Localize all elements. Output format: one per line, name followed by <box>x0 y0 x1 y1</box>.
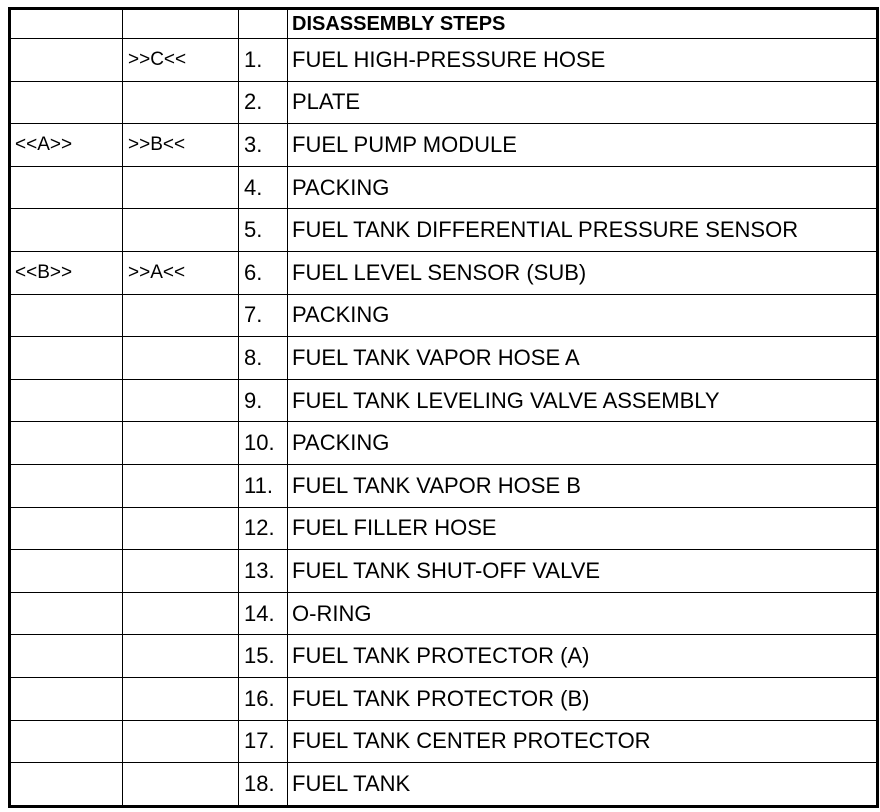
table-row <box>10 763 878 807</box>
removal-ref-cell <box>10 81 123 124</box>
removal-ref-cell <box>10 166 123 209</box>
removal-ref-cell <box>10 677 123 720</box>
installation-ref-cell <box>123 677 239 720</box>
disassembly-steps-table <box>8 7 879 808</box>
header-cell-ref1 <box>10 9 123 39</box>
installation-ref-cell <box>123 592 239 635</box>
step-number: 3. <box>239 124 288 167</box>
removal-ref-cell: <<B>> <box>10 251 123 294</box>
step-number: 1. <box>239 39 288 82</box>
step-number: 13. <box>239 550 288 593</box>
removal-ref-cell <box>10 464 123 507</box>
table-row <box>10 337 878 380</box>
table-row <box>10 251 878 294</box>
installation-ref-cell <box>123 209 239 252</box>
step-number: 16. <box>239 677 288 720</box>
step-description: FUEL TANK CENTER PROTECTOR <box>288 720 878 763</box>
installation-ref-cell <box>123 763 239 807</box>
step-number: 10. <box>239 422 288 465</box>
table-row <box>10 39 878 82</box>
header-cell-num <box>239 9 288 39</box>
table-row <box>10 720 878 763</box>
step-description: FUEL TANK <box>288 763 878 807</box>
removal-ref-cell <box>10 720 123 763</box>
table-row <box>10 635 878 678</box>
installation-ref-cell <box>123 337 239 380</box>
removal-ref-cell <box>10 39 123 82</box>
step-description: FUEL TANK VAPOR HOSE B <box>288 464 878 507</box>
step-description: FUEL TANK PROTECTOR (A) <box>288 635 878 678</box>
header-cell-ref2 <box>123 9 239 39</box>
removal-ref-cell <box>10 550 123 593</box>
step-number: 9. <box>239 379 288 422</box>
step-description: FUEL TANK LEVELING VALVE ASSEMBLY <box>288 379 878 422</box>
step-description: FUEL LEVEL SENSOR (SUB) <box>288 251 878 294</box>
table-row <box>10 592 878 635</box>
step-description: FUEL TANK SHUT-OFF VALVE <box>288 550 878 593</box>
removal-ref-cell <box>10 422 123 465</box>
step-number: 15. <box>239 635 288 678</box>
table-row <box>10 677 878 720</box>
removal-ref-cell <box>10 294 123 337</box>
installation-ref-cell <box>123 81 239 124</box>
step-description: FUEL TANK DIFFERENTIAL PRESSURE SENSOR <box>288 209 878 252</box>
table-row <box>10 81 878 124</box>
removal-ref-cell <box>10 379 123 422</box>
step-number: 2. <box>239 81 288 124</box>
table-row <box>10 166 878 209</box>
removal-ref-cell <box>10 635 123 678</box>
installation-ref-cell <box>123 507 239 550</box>
header-title: DISASSEMBLY STEPS <box>288 9 878 39</box>
step-number: 7. <box>239 294 288 337</box>
step-description: FUEL FILLER HOSE <box>288 507 878 550</box>
table-body <box>10 9 878 807</box>
step-number: 6. <box>239 251 288 294</box>
removal-ref-cell <box>10 209 123 252</box>
table-row <box>10 379 878 422</box>
step-number: 4. <box>239 166 288 209</box>
installation-ref-cell: >>A<< <box>123 251 239 294</box>
step-description: FUEL HIGH-PRESSURE HOSE <box>288 39 878 82</box>
step-description: FUEL PUMP MODULE <box>288 124 878 167</box>
removal-ref-cell: <<A>> <box>10 124 123 167</box>
installation-ref-cell <box>123 550 239 593</box>
table-row <box>10 550 878 593</box>
step-description: PACKING <box>288 166 878 209</box>
table-row <box>10 422 878 465</box>
step-number: 12. <box>239 507 288 550</box>
removal-ref-cell <box>10 507 123 550</box>
step-description: PLATE <box>288 81 878 124</box>
step-number: 11. <box>239 464 288 507</box>
removal-ref-cell <box>10 337 123 380</box>
installation-ref-cell: >>C<< <box>123 39 239 82</box>
step-number: 14. <box>239 592 288 635</box>
step-number: 5. <box>239 209 288 252</box>
removal-ref-cell <box>10 763 123 807</box>
table-row <box>10 209 878 252</box>
table-row <box>10 124 878 167</box>
step-number: 18. <box>239 763 288 807</box>
removal-ref-cell <box>10 592 123 635</box>
installation-ref-cell <box>123 635 239 678</box>
table-row <box>10 507 878 550</box>
installation-ref-cell <box>123 464 239 507</box>
installation-ref-cell <box>123 166 239 209</box>
installation-ref-cell: >>B<< <box>123 124 239 167</box>
installation-ref-cell <box>123 379 239 422</box>
step-description: PACKING <box>288 422 878 465</box>
step-number: 8. <box>239 337 288 380</box>
table-header-row <box>10 9 878 39</box>
installation-ref-cell <box>123 422 239 465</box>
step-description: O-RING <box>288 592 878 635</box>
step-description: PACKING <box>288 294 878 337</box>
installation-ref-cell <box>123 294 239 337</box>
table-row <box>10 294 878 337</box>
table-row <box>10 464 878 507</box>
installation-ref-cell <box>123 720 239 763</box>
step-number: 17. <box>239 720 288 763</box>
step-description: FUEL TANK PROTECTOR (B) <box>288 677 878 720</box>
step-description: FUEL TANK VAPOR HOSE A <box>288 337 878 380</box>
